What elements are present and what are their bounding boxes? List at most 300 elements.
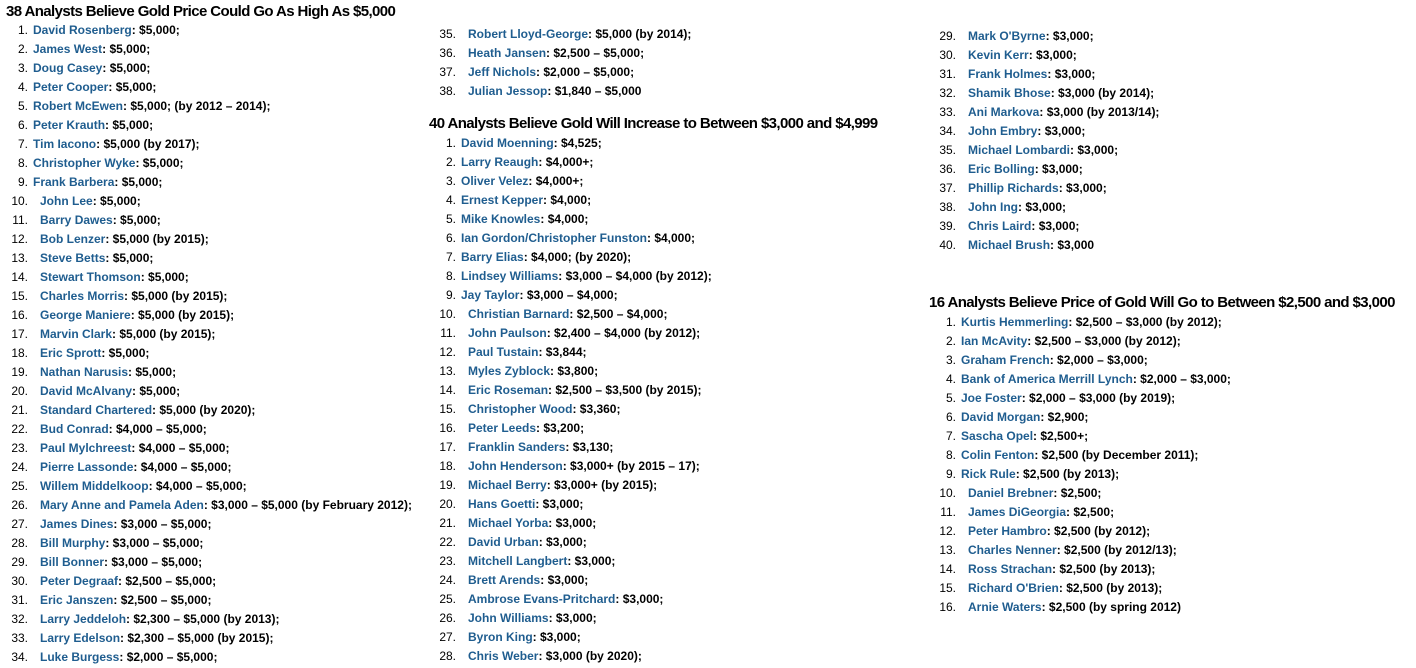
price-target: : $2,500 (by December 2011); (1034, 448, 1199, 462)
price-target: : $3,000; (1034, 162, 1083, 176)
list-item (0, 192, 420, 211)
price-target: : $5,000 (by 2017); (96, 137, 200, 151)
item-number: 22. (11, 422, 28, 436)
item-content (461, 191, 591, 210)
analyst-name-link[interactable]: Brett Arends (468, 573, 541, 587)
analyst-list-5000 (0, 21, 420, 667)
item-content (468, 647, 642, 666)
analyst-name-link[interactable]: John Ing (968, 200, 1018, 214)
item-content (468, 457, 700, 476)
item-content (968, 484, 1101, 503)
analyst-name-link[interactable]: John Lee (40, 194, 93, 208)
analyst-name-link[interactable]: Bill Bonner (40, 555, 105, 569)
item-number: 6. (945, 410, 956, 424)
item-number: 2. (17, 42, 28, 56)
list-item (0, 97, 420, 116)
list-item (428, 476, 888, 495)
item-content (968, 160, 1083, 179)
price-target: : $3,800; (550, 364, 599, 378)
analyst-name-link[interactable]: Paul Tustain (468, 345, 539, 359)
item-number: 20. (11, 384, 28, 398)
list-item (428, 229, 888, 248)
item-content (468, 476, 657, 495)
analyst-name-link[interactable]: Rick Rule (961, 467, 1016, 481)
list-item (428, 514, 888, 533)
analyst-name-link[interactable]: Byron King (468, 630, 533, 644)
analyst-name-link[interactable]: Jay Taylor (461, 288, 520, 302)
item-number: 24. (439, 573, 456, 587)
price-target: : $2,000 – $5,000; (536, 65, 635, 79)
list-item (0, 382, 420, 401)
analyst-name-link[interactable]: Sascha Opel (961, 429, 1034, 443)
price-target: : $5,000; (by 2012 – 2014); (123, 99, 271, 113)
item-content (968, 122, 1085, 141)
item-number: 30. (11, 574, 28, 588)
item-number: 17. (439, 440, 456, 454)
analyst-name-link[interactable]: Standard Chartered (40, 403, 153, 417)
analyst-name-link[interactable]: Mark O'Byrne (968, 29, 1046, 43)
analyst-name-link[interactable]: Marvin Clark (40, 327, 113, 341)
price-target: : $2,500 (by spring 2012) (1041, 600, 1181, 614)
item-content (461, 210, 588, 229)
analyst-name-link[interactable]: David Morgan (961, 410, 1041, 424)
analyst-name-link[interactable]: John Embry (968, 124, 1038, 138)
price-target: : $3,000; (540, 573, 589, 587)
item-content (33, 135, 200, 154)
item-content (961, 427, 1088, 446)
item-number: 7. (17, 137, 28, 151)
list-item (428, 419, 888, 438)
item-content (961, 446, 1198, 465)
item-content (468, 44, 644, 63)
item-content (468, 305, 667, 324)
item-number: 35. (439, 27, 456, 41)
list-item (928, 65, 1388, 84)
item-number: 4. (945, 372, 956, 386)
analyst-name-link[interactable]: Jeff Nichols (468, 65, 537, 79)
item-number: 7. (945, 429, 956, 443)
analyst-name-link[interactable]: Franklin Sanders (468, 440, 566, 454)
list-item (928, 236, 1388, 255)
list-item (928, 198, 1388, 217)
list-item (0, 648, 420, 667)
analyst-name-link[interactable]: Chris Laird (968, 219, 1032, 233)
analyst-name-link[interactable]: Ani Markova (968, 105, 1040, 119)
list-item (0, 59, 420, 78)
analyst-name-link[interactable]: Charles Morris (40, 289, 125, 303)
analyst-name-link[interactable]: Eric Bolling (968, 162, 1035, 176)
item-content (461, 267, 712, 286)
price-target: : $5,000; (105, 251, 154, 265)
list-item (428, 647, 888, 666)
analyst-name-link[interactable]: Nathan Narusis (40, 365, 129, 379)
analyst-name-link[interactable]: John Paulson (468, 326, 547, 340)
analyst-name-link[interactable]: Ian McAvity (961, 334, 1028, 348)
item-number: 15. (11, 289, 28, 303)
item-content (40, 515, 211, 534)
item-content (968, 84, 1154, 103)
item-content (468, 438, 613, 457)
analyst-name-link[interactable]: Ernest Kepper (461, 193, 544, 207)
analyst-name-link[interactable]: Ian Gordon/Christopher Funston (461, 231, 647, 245)
item-number: 8. (17, 156, 28, 170)
list-item (428, 134, 888, 153)
item-content (468, 63, 634, 82)
analyst-name-link[interactable]: Peter Leeds (468, 421, 537, 435)
item-content (40, 268, 189, 287)
list-item (428, 438, 888, 457)
analyst-name-link[interactable]: Daniel Brebner (968, 486, 1054, 500)
list-item (928, 217, 1388, 236)
analyst-name-link[interactable]: Eric Janszen (40, 593, 114, 607)
price-target: : $3,000; (1070, 143, 1119, 157)
analyst-name-link[interactable]: Shamik Bhose (968, 86, 1051, 100)
analyst-name-link[interactable]: Tim Iacono (33, 137, 97, 151)
item-number: 30. (939, 48, 956, 62)
price-target: : $3,000; (1037, 124, 1086, 138)
price-target: : $5,000 (by 2015); (130, 308, 235, 322)
price-target: : $5,000; (101, 346, 150, 360)
item-content (33, 116, 153, 135)
price-target: : $3,130; (565, 440, 614, 454)
analyst-name-link[interactable]: Kevin Kerr (968, 48, 1029, 62)
item-content (40, 477, 247, 496)
analyst-name-link[interactable]: Michael Yorba (468, 516, 549, 530)
analyst-name-link[interactable]: Paul Mylchreest (40, 441, 132, 455)
analyst-name-link[interactable]: David Moenning (461, 136, 554, 150)
item-number: 10. (439, 307, 456, 321)
analyst-name-link[interactable]: Frank Barbera (33, 175, 115, 189)
item-content (40, 572, 216, 591)
item-content (461, 248, 631, 267)
list-item (0, 135, 420, 154)
analyst-name-link[interactable]: Bud Conrad (40, 422, 109, 436)
analyst-name-link[interactable]: Peter Degraaf (40, 574, 119, 588)
price-target: : $4,000 – $5,000; (131, 441, 230, 455)
analyst-name-link[interactable]: Lindsey Williams (461, 269, 559, 283)
item-content (40, 420, 207, 439)
item-number: 11. (440, 326, 456, 340)
item-content (968, 560, 1155, 579)
analyst-name-link[interactable]: Richard O'Brien (968, 581, 1059, 595)
list-item (428, 248, 888, 267)
item-content (33, 97, 270, 116)
analyst-name-link[interactable]: Julian Jessop (468, 84, 548, 98)
item-content (40, 439, 229, 458)
analyst-name-link[interactable]: Michael Lombardi (968, 143, 1071, 157)
item-content (461, 229, 695, 248)
price-target: : $3,000; (615, 592, 664, 606)
item-number: 40. (939, 238, 956, 252)
list-item (428, 44, 868, 63)
analyst-name-link[interactable]: Steve Betts (40, 251, 106, 265)
analyst-name-link[interactable]: Barry Elias (461, 250, 524, 264)
item-number: 9. (945, 467, 956, 481)
price-target: : $3,000 – $5,000 (by February 2012); (203, 498, 412, 512)
price-target: : $3,200; (536, 421, 585, 435)
list-item (928, 465, 1398, 484)
analyst-name-link[interactable]: Joe Foster (961, 391, 1022, 405)
price-target: : $2,000 – $5,000; (119, 650, 218, 664)
price-target: : $4,000 – $5,000; (133, 460, 232, 474)
list-item (428, 362, 888, 381)
item-number: 16. (11, 308, 28, 322)
analyst-name-link[interactable]: Colin Fenton (961, 448, 1035, 462)
list-item (0, 325, 420, 344)
price-target: : $4,000; (540, 212, 589, 226)
item-number: 26. (11, 498, 28, 512)
item-number: 37. (439, 65, 456, 79)
item-number: 31. (11, 593, 28, 607)
price-target: : $3,000 (by 2014); (1050, 86, 1155, 100)
item-content (468, 533, 587, 552)
item-content (461, 153, 593, 172)
item-content (40, 401, 255, 420)
list-item (0, 401, 420, 420)
analyst-name-link[interactable]: Luke Burgess (40, 650, 120, 664)
list-item (428, 533, 888, 552)
list-item (0, 78, 420, 97)
analyst-name-link[interactable]: George Maniere (40, 308, 131, 322)
analyst-name-link[interactable]: Kurtis Hemmerling (961, 315, 1069, 329)
item-content (468, 400, 620, 419)
item-number: 38. (439, 84, 456, 98)
analyst-name-link[interactable]: Ambrose Evans-Pritchard (468, 592, 616, 606)
price-target: : $2,500+; (1033, 429, 1089, 443)
list-item (0, 591, 420, 610)
item-number: 31. (939, 67, 956, 81)
item-number: 7. (445, 250, 456, 264)
analyst-name-link[interactable]: Christopher Wood (468, 402, 573, 416)
item-content (968, 236, 1094, 255)
list-item (928, 541, 1398, 560)
price-target: : $3,000; (1028, 48, 1077, 62)
analyst-name-link[interactable]: Peter Krauth (33, 118, 106, 132)
list-item (0, 211, 420, 230)
item-number: 13. (439, 364, 456, 378)
list-item (428, 400, 888, 419)
list-item (928, 427, 1398, 446)
analyst-name-link[interactable]: Mitchell Langbert (468, 554, 568, 568)
price-target: : $2,000 – $3,000; (1132, 372, 1231, 386)
price-target: : $2,500; (1053, 486, 1102, 500)
analyst-name-link[interactable]: David Urban (468, 535, 539, 549)
analyst-name-link[interactable]: Frank Holmes (968, 67, 1048, 81)
item-content (33, 78, 156, 97)
item-content (40, 496, 412, 515)
analyst-name-link[interactable]: John Williams (468, 611, 549, 625)
item-number: 18. (11, 346, 28, 360)
item-content (40, 534, 203, 553)
analyst-name-link[interactable]: Graham French (961, 353, 1050, 367)
analyst-name-link[interactable]: Bill Murphy (40, 536, 106, 550)
item-content (468, 571, 588, 590)
analyst-name-link[interactable]: Peter Cooper (33, 80, 109, 94)
price-target: : $2,500; (1066, 505, 1115, 519)
price-target: : $2,500 – $5,000; (118, 574, 217, 588)
price-target: : $5,000 (by 2015); (112, 327, 216, 341)
item-content (968, 541, 1177, 560)
price-target: : $3,000; (1058, 181, 1107, 195)
price-target: : $1,840 – $5,000 (547, 84, 642, 98)
analyst-name-link[interactable]: David McAlvany (40, 384, 133, 398)
price-target: : $5,000 (by 2020); (152, 403, 256, 417)
analyst-name-link[interactable]: James West (33, 42, 103, 56)
item-number: 18. (439, 459, 456, 473)
item-number: 23. (11, 441, 28, 455)
analyst-name-link[interactable]: James DiGeorgia (968, 505, 1067, 519)
item-content (33, 21, 180, 40)
analyst-name-link[interactable]: Mary Anne and Pamela Aden (40, 498, 204, 512)
item-number: 19. (11, 365, 28, 379)
analyst-name-link[interactable]: Michael Brush (968, 238, 1051, 252)
item-content (468, 609, 597, 628)
list-item (0, 477, 420, 496)
item-number: 1. (945, 315, 956, 329)
item-number: 4. (445, 193, 456, 207)
analyst-name-link[interactable]: David Rosenberg (33, 23, 132, 37)
item-content (468, 590, 663, 609)
item-content (968, 65, 1095, 84)
price-target: : $2,000 – $3,000; (1049, 353, 1148, 367)
list-item (0, 458, 420, 477)
item-number: 13. (939, 543, 956, 557)
price-target: : $5,000; (108, 80, 157, 94)
price-target: : $2,000 – $3,000 (by 2019); (1021, 391, 1176, 405)
item-content (40, 306, 234, 325)
item-content (468, 343, 586, 362)
list-item (428, 495, 888, 514)
price-target: : $3,360; (572, 402, 621, 416)
analyst-name-link[interactable]: Eric Roseman (468, 383, 549, 397)
item-number: 28. (439, 649, 456, 663)
item-content (468, 82, 641, 101)
list-item (928, 389, 1398, 408)
analyst-name-link[interactable]: Robert Lloyd-George (468, 27, 589, 41)
list-item (0, 553, 420, 572)
analyst-name-link[interactable]: Ross Strachan (968, 562, 1053, 576)
list-item (0, 21, 420, 40)
analyst-name-link[interactable]: Charles Nenner (968, 543, 1057, 557)
analyst-name-link[interactable]: Chris Weber (468, 649, 539, 663)
analyst-name-link[interactable]: Michael Berry (468, 478, 547, 492)
analyst-name-link[interactable]: Bank of America Merrill Lynch (961, 372, 1133, 386)
item-number: 9. (17, 175, 28, 189)
price-target: : $4,000; (543, 193, 592, 207)
item-number: 3. (445, 174, 456, 188)
analyst-name-link[interactable]: Doug Casey (33, 61, 103, 75)
list-item (0, 249, 420, 268)
item-number: 1. (17, 23, 28, 37)
item-content (968, 503, 1114, 522)
item-number: 22. (439, 535, 456, 549)
list-item (928, 351, 1398, 370)
price-target: : $3,000 – $4,000; (519, 288, 618, 302)
analyst-name-link[interactable]: Larry Edelson (40, 631, 121, 645)
list-item (428, 172, 888, 191)
price-target: : $2,500 (by 2012); (1046, 524, 1151, 538)
list-item (928, 103, 1388, 122)
analyst-name-link[interactable]: Robert McEwen (33, 99, 124, 113)
analyst-name-link[interactable]: Willem Middelkoop (40, 479, 149, 493)
list-item (0, 629, 420, 648)
analyst-name-link[interactable]: Larry Reaugh (461, 155, 539, 169)
price-target: : $5,000; (114, 175, 163, 189)
item-content (40, 629, 273, 648)
list-item (428, 25, 868, 44)
price-target: : $2,500 – $5,000; (113, 593, 212, 607)
list-item (428, 63, 868, 82)
list-item (928, 503, 1398, 522)
analyst-name-link[interactable]: Pierre Lassonde (40, 460, 134, 474)
price-target: : $3,000; (548, 516, 597, 530)
analyst-name-link[interactable]: James Dines (40, 517, 114, 531)
analyst-name-link[interactable]: Larry Jeddeloh (40, 612, 127, 626)
item-number: 11. (12, 213, 28, 227)
analyst-name-link[interactable]: Bob Lenzer (40, 232, 106, 246)
list-item (428, 628, 888, 647)
item-number: 27. (439, 630, 456, 644)
analyst-name-link[interactable]: Oliver Velez (461, 174, 529, 188)
list-item (428, 571, 888, 590)
price-target: : $3,000 (by 2013/14); (1039, 105, 1160, 119)
price-target: : $3,000; (538, 535, 587, 549)
price-target: : $2,300 – $5,000 (by 2015); (120, 631, 274, 645)
item-number: 32. (939, 86, 956, 100)
analyst-name-link[interactable]: Eric Sprott (40, 346, 102, 360)
analyst-name-link[interactable]: John Henderson (468, 459, 563, 473)
analyst-name-link[interactable]: Hans Goetti (468, 497, 536, 511)
item-content (968, 217, 1079, 236)
analyst-name-link[interactable]: Christian Barnard (468, 307, 570, 321)
analyst-name-link[interactable]: Mike Knowles (461, 212, 541, 226)
list-item (0, 496, 420, 515)
price-target: : $3,000 – $5,000; (105, 536, 204, 550)
item-number: 2. (445, 155, 456, 169)
item-content (961, 313, 1222, 332)
list-item (928, 160, 1388, 179)
analyst-name-link[interactable]: Phillip Richards (968, 181, 1059, 195)
item-content (961, 370, 1231, 389)
item-content (961, 465, 1119, 484)
price-target: : $5,000 (by 2015); (105, 232, 209, 246)
price-target: : $5,000; (105, 118, 154, 132)
analyst-name-link[interactable]: Barry Dawes (40, 213, 113, 227)
price-target: : $4,000 – $5,000; (148, 479, 247, 493)
price-target: : $3,000; (532, 630, 581, 644)
item-content (468, 552, 615, 571)
list-item (928, 332, 1398, 351)
price-target: : $2,500 – $3,000 (by 2012); (1027, 334, 1181, 348)
item-number: 11. (940, 505, 956, 519)
list-item (428, 82, 868, 101)
analyst-name-link[interactable]: Christopher Wyke (33, 156, 136, 170)
analyst-name-link[interactable]: Peter Hambro (968, 524, 1047, 538)
item-number: 5. (17, 99, 28, 113)
price-target: : $4,000 – $5,000; (108, 422, 207, 436)
item-content (968, 198, 1066, 217)
analyst-name-link[interactable]: Myles Zyblock (468, 364, 551, 378)
item-number: 38. (939, 200, 956, 214)
item-content (468, 495, 583, 514)
item-number: 29. (11, 555, 28, 569)
analyst-name-link[interactable]: Heath Jansen (468, 46, 547, 60)
analyst-name-link[interactable]: Stewart Thomson (40, 270, 141, 284)
item-number: 2. (945, 334, 956, 348)
item-content (961, 408, 1088, 427)
list-item (0, 268, 420, 287)
analyst-name-link[interactable]: Arnie Waters (968, 600, 1042, 614)
